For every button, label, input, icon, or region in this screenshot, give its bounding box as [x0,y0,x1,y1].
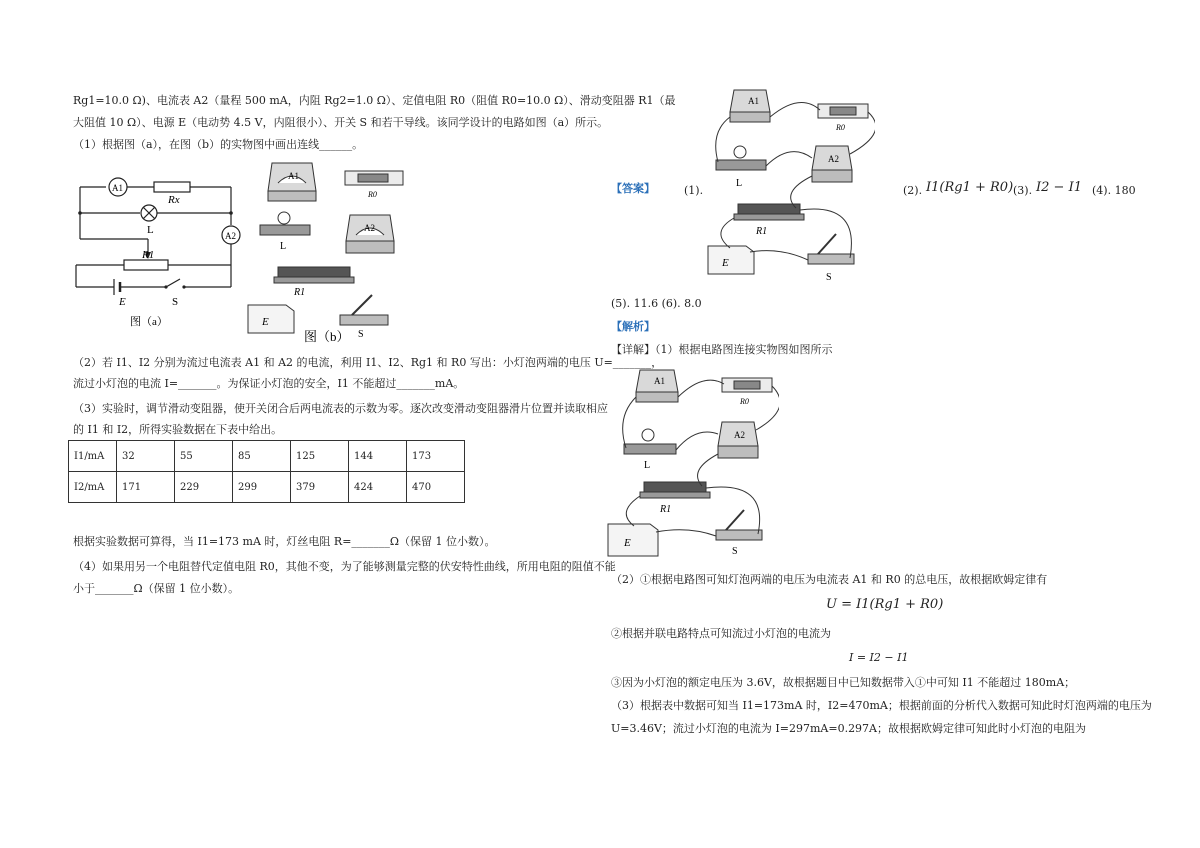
equation-2: I = I2 − I1 [849,651,909,664]
detail-text: 【详解】（1）根据电路图连接实物图如图所示 [611,343,833,356]
solution-2-line3: ③因为小灯泡的额定电压为 3.6V，故根据题目中已知数据带入①中可知 I1 不能超过 180mA； [611,676,1076,689]
equation-1: U = I1(Rg1 + R0) [826,597,944,612]
analysis-label-s: S [732,546,738,557]
answer-label-e: E [722,257,729,269]
answer-label-r0: R0 [836,123,845,132]
circuit-diagram-a [68,165,248,330]
question-4-line1: （4）如果用另一个电阻替代定值电阻 R0，其他不变，为了能够测量完整的伏安特性曲线，所用电阻的阻值不能 [73,560,616,573]
apparatus-label-r1: R1 [294,287,306,298]
answer-2-expression: I1(Rg1 + R0) [926,180,1014,195]
analysis-tag: 【解析】 [611,320,655,333]
answer-label-r1: R1 [756,226,768,237]
table-cell: 379 [291,472,349,503]
table-cell: 125 [291,441,349,472]
table-cell: 424 [349,472,407,503]
answer-label-l: L [736,178,743,189]
question-1: （1）根据图（a），在图（b）的实物图中画出连线______。 [73,138,364,151]
analysis-label-e: E [624,537,631,549]
analysis-label-r1: R1 [660,504,672,515]
answer-4: (4). 180 [1092,184,1136,197]
apparatus-figure-b [240,155,415,345]
solution-2-line2: ②根据并联电路特点可知流过小灯泡的电流为 [611,627,831,640]
apparatus-label-e: E [262,316,269,328]
table-cell: 144 [349,441,407,472]
analysis-label-a1: A1 [654,376,665,386]
answer-tag: 【答案】 [611,182,655,195]
analysis-wiring-figure [604,362,779,562]
solution-3-line1: （3）根据表中数据可知当 I1=173mA 时，I2=470mA；根据前面的分析代入数据可知此时灯泡两端的电压为 [611,699,1152,712]
answer-wiring-figure [700,82,875,282]
question-4-line2: 小于_______Ω（保留 1 位小数）。 [73,582,240,595]
table-cell: I2/mA [69,472,117,503]
answers-5-6: (5). 11.6 (6). 8.0 [611,297,702,310]
analysis-label-a2: A2 [734,430,745,440]
question-3-line2: 的 I1 和 I2，所得实验数据在下表中给出。 [73,423,283,436]
apparatus-label-a1: A1 [288,171,299,181]
label-a1: A1 [112,183,123,193]
table-cell: 299 [233,472,291,503]
data-table [68,440,465,503]
answer-3-expression: I2 − I1 [1036,180,1082,195]
answer-1: (1). [684,184,704,197]
figure-b-caption: 图（b） [304,329,350,344]
answer-3: (3). [1013,184,1033,197]
table-cell: 470 [407,472,465,503]
rheostat-r1-symbol [124,260,168,270]
question-3-line1: （3）实验时，调节滑动变阻器，使开关闭合后两电流表的示数为零。逐次改变滑动变阻器滑片位置并读取相应 [73,402,608,415]
question-2-line2: 流过小灯泡的电流 I=_______。为保证小灯泡的安全，I1 不能超过_______mA。 [73,377,465,390]
label-rx: Rx [168,194,180,206]
answer-label-a2: A2 [828,154,839,164]
label-l: L [147,224,154,236]
apparatus-label-s: S [358,329,364,340]
question-3-line3: 根据实验数据可算得，当 I1=173 mA 时，灯丝电阻 R=_______Ω（保留 1 位小数）。 [73,535,496,548]
label-a2: A2 [225,231,236,241]
table-cell: 229 [175,472,233,503]
problem-text-line: 大阻值 10 Ω）、电源 E（电动势 4.5 V，内阻很小）、开关 S 和若干导线。该同学设计的电路如图（a）所示。 [73,116,609,129]
table-cell: I1/mA [69,441,117,472]
figure-a-caption: 图（a） [130,316,168,328]
table-cell: 173 [407,441,465,472]
analysis-label-l: L [644,460,651,471]
solution-3-line2: U=3.46V；流过小灯泡的电流为 I=297mA=0.297A；故根据欧姆定律可知此时小灯泡的电阻为 [611,722,1087,735]
answer-2: (2). [903,184,923,197]
question-2-line1: （2）若 I1、I2 分别为流过电流表 A1 和 A2 的电流，利用 I1、I2、Rg1 和 R0 写出：小灯泡两端的电压 U=_______， [73,356,663,369]
apparatus-label-r0: R0 [368,190,377,199]
problem-text-line: Rg1=10.0 Ω)、电流表 A2（量程 500 mA，内阻 Rg2=1.0 Ω）、定值电阻 R0（阻值 R0=10.0 Ω）、滑动变阻器 R1（最 [73,94,676,107]
answer-label-a1: A1 [748,96,759,106]
table-cell: 85 [233,441,291,472]
table-row [69,441,465,472]
table-cell: 32 [117,441,175,472]
solution-2-line1: （2）①根据电路图可知灯泡两端的电压为电流表 A1 和 R0 的总电压，故根据欧姆定律有 [611,573,1048,586]
label-s: S [172,296,179,308]
answer-label-s: S [826,272,832,282]
table-cell: 171 [117,472,175,503]
resistor-rx-symbol [154,182,190,192]
apparatus-label-a2: A2 [364,223,375,233]
table-cell: 55 [175,441,233,472]
label-e: E [119,296,126,308]
label-r1: R1 [142,249,155,261]
table-row [69,472,465,503]
analysis-label-r0: R0 [740,397,749,406]
apparatus-label-l: L [280,241,287,252]
